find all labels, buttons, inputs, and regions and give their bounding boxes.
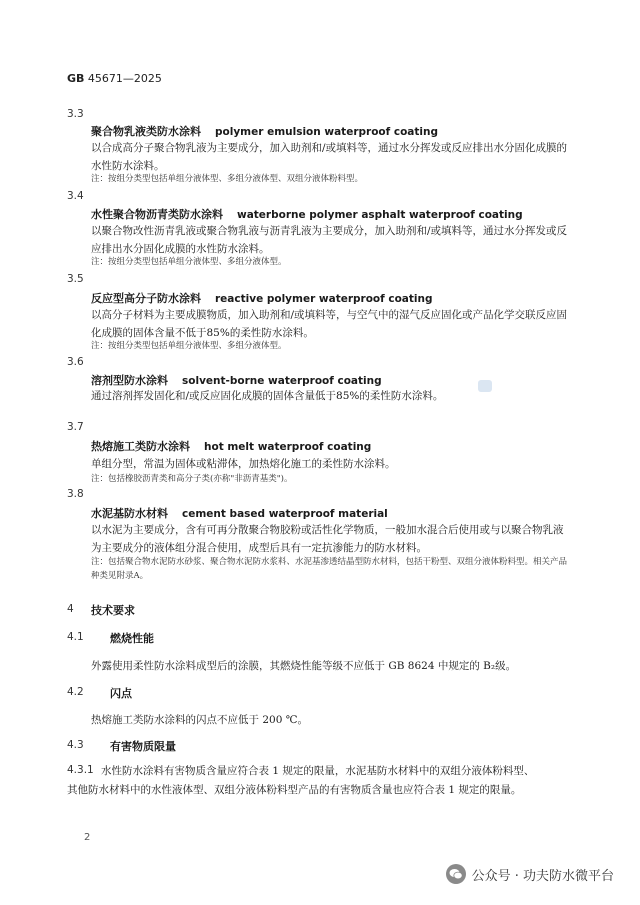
section-number: 4 [67, 603, 74, 615]
clause-number: 4.3.1 [67, 764, 94, 776]
watermark [446, 864, 614, 884]
page-number: 2 [84, 832, 91, 843]
term-definition: 以合成高分子聚合物乳液为主要成分，加入助剂和/或填料等，通过水分挥发或反应排出水分固化成膜的水性防水涂料。 [91, 142, 568, 172]
subsection-title: 闪点 [110, 687, 132, 700]
term-zh: 热熔施工类防水涂料 [91, 440, 190, 453]
term-zh: 水性聚合物沥青类防水涂料 [91, 208, 223, 221]
term-note: 注：按组分类型包括单组分液体型、多组分液体型。 [91, 257, 287, 267]
clause-text-line2: 其他防水材料中的水性液体型、双组分液体粉料型产品的有害物质含量也应符合表 1 规定的限量。 [67, 784, 522, 796]
term-number: 3.3 [67, 108, 84, 120]
term-title [91, 123, 438, 139]
term-number: 3.8 [67, 488, 84, 500]
term-number: 3.6 [67, 356, 84, 368]
term-en: solvent-borne waterproof coating [182, 375, 382, 387]
subsection-number: 4.3 [67, 739, 84, 751]
term-zh: 水泥基防水材料 [91, 507, 168, 520]
term-title [91, 206, 523, 222]
subsection-text: 热熔施工类防水涂料的闪点不应低于 200 ℃。 [91, 714, 308, 726]
term-note: 注：按组分类型包括单组分液体型、多组分液体型。 [91, 341, 287, 351]
term-zh: 聚合物乳液类防水涂料 [91, 125, 201, 138]
term-en: polymer emulsion waterproof coating [215, 126, 438, 138]
term-title [91, 372, 382, 388]
term-note: 注：包括聚合物水泥防水砂浆、聚合物水泥防水浆料、水泥基渗透结晶型防水材料，包括干粉型、双组分液体粉料型。相关产品种类见附录A。 [91, 557, 568, 581]
term-en: waterborne polymer asphalt waterproof coating [237, 209, 523, 221]
standard-code [67, 72, 162, 85]
term-definition: 以聚合物改性沥青乳液或聚合物乳液与沥青乳液为主要成分，加入助剂和/或填料等，通过水分挥发或反应排出水分固化成膜的水性防水涂料。 [91, 225, 568, 255]
section-title: 技术要求 [91, 604, 135, 617]
subsection-number: 4.1 [67, 631, 84, 643]
term-number: 3.4 [67, 190, 84, 202]
term-zh: 反应型高分子防水涂料 [91, 292, 201, 305]
term-number: 3.7 [67, 421, 84, 433]
term-en: hot melt waterproof coating [204, 441, 372, 453]
term-definition: 单组分型，常温为固体或粘滞体，加热熔化施工的柔性防水涂料。 [91, 458, 396, 470]
term-en: reactive polymer waterproof coating [215, 293, 433, 305]
standard-prefix: GB [67, 72, 85, 85]
term-title [91, 438, 371, 454]
subsection-text: 外露使用柔性防水涂料成型后的涂膜，其燃烧性能等级不应低于 GB 8624 中规定的 B₂级。 [91, 660, 517, 672]
clause-text-line1: 水性防水涂料有害物质含量应符合表 1 规定的限量，水泥基防水材料中的双组分液体粉料型、 [101, 765, 535, 777]
standard-number: 45671—2025 [87, 72, 162, 85]
subsection-number: 4.2 [67, 686, 84, 698]
subsection-title: 燃烧性能 [110, 632, 154, 645]
term-title [91, 505, 388, 521]
term-en: cement based waterproof material [182, 508, 388, 520]
term-note: 注：按组分类型包括单组分液体型、多组分液体型、双组分液体粉料型。 [91, 174, 364, 184]
wechat-icon [446, 864, 466, 884]
scan-mark-icon [478, 380, 492, 392]
term-title [91, 290, 433, 306]
watermark-text: 公众号 · 功夫防水微平台 [471, 868, 614, 884]
term-definition: 通过溶剂挥发固化和/或反应固化成膜的固体含量低于85%的柔性防水涂料。 [91, 390, 444, 402]
term-definition: 以高分子材料为主要成膜物质，加入助剂和/或填料等，与空气中的湿气反应固化或产品化学交联反应固化成膜的固体含量不低于85%的柔性防水涂料。 [91, 309, 568, 339]
term-note: 注：包括橡胶沥青类和高分子类(亦称"非沥青基类")。 [91, 474, 293, 484]
term-definition: 以水泥为主要成分，含有可再分散聚合物胶粉或活性化学物质，一般加水混合后使用或与以聚合物乳液为主要成分的液体组分混合使用，成型后具有一定抗渗能力的防水材料。 [91, 524, 564, 554]
subsection-title: 有害物质限量 [110, 740, 176, 753]
term-number: 3.5 [67, 273, 84, 285]
term-zh: 溶剂型防水涂料 [91, 374, 168, 387]
